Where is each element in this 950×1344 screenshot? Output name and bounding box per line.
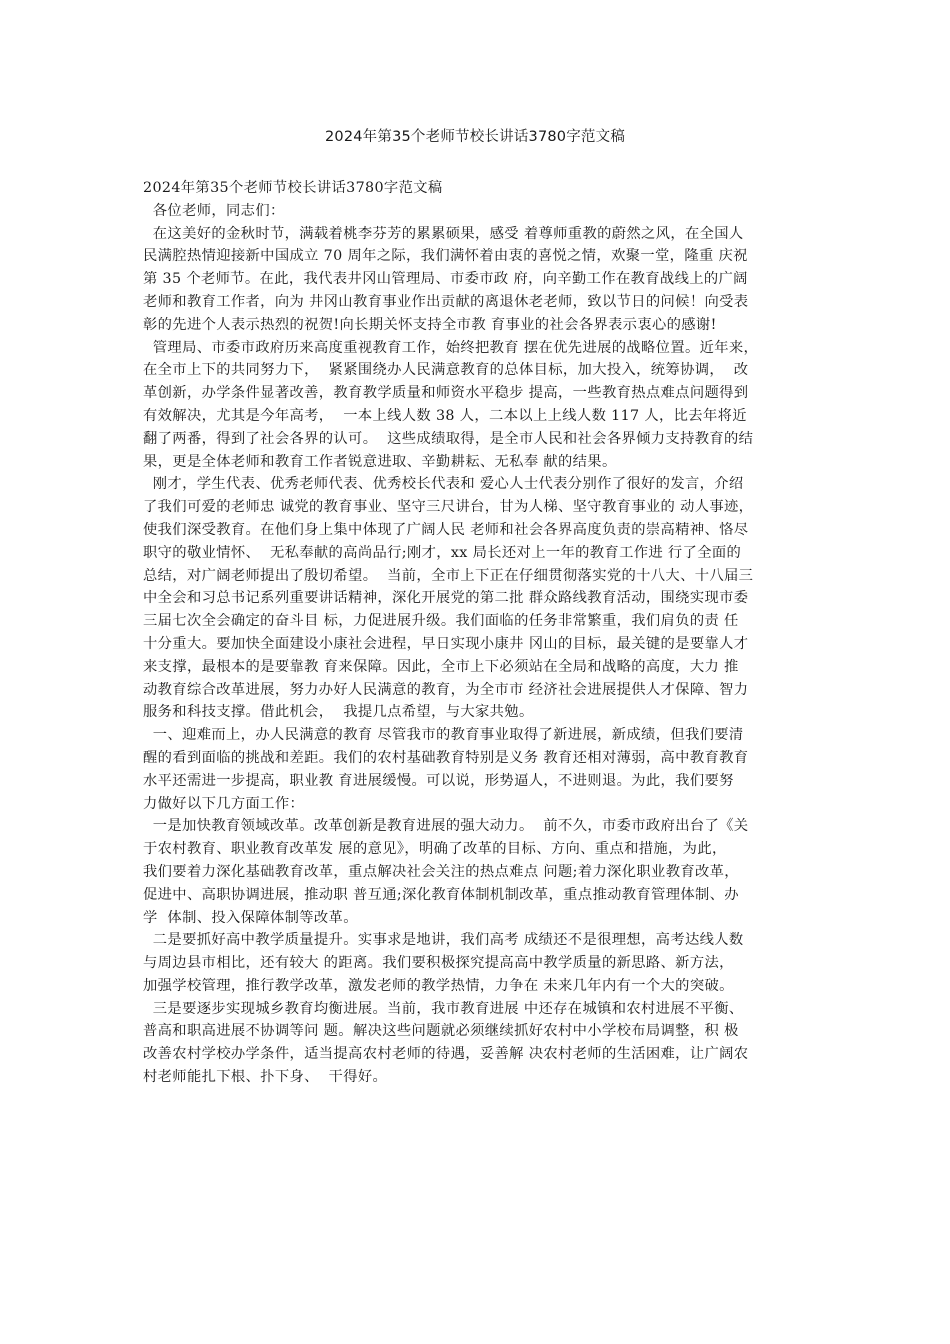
body-text-line: 翻了两番，得到了社会各界的认可。 这些成绩取得，是全市人民和社会各界倾力支持教育的结	[143, 430, 754, 447]
body-text-line: 老师和教育工作者，向为 井冈山教育事业作出贡献的离退休老老师，致以节日的问候！向受表	[143, 293, 749, 310]
body-text-line: 醒的看到面临的挑战和差距。我们的农村基础教育特别是义务 教育还相对薄弱，高中教育教育	[143, 749, 749, 766]
document-body	[143, 177, 823, 1089]
body-text-line: 来支撑，最根本的是要靠教 育来保障。因此，全市上下必须站在全局和战略的高度，大力 推	[143, 658, 739, 675]
body-text-line: 在全市上下的共同努力下， 紧紧围绕办人民满意教育的总体目标，加大投入，统筹协调， 改	[143, 362, 749, 379]
body-text-line: 各位老师，同志们：	[143, 202, 285, 219]
body-text-line: 彰的先进个人表示热烈的祝贺!向长期关怀支持全市教 育事业的社会各界表示衷心的感谢!	[143, 316, 717, 333]
body-text-line: 加强学校管理，推行教学改革，激发老师的教学热情，力争在 未来几年内有一个大的突破。	[143, 977, 734, 994]
body-text-line: 了我们可爱的老师忠 诚党的教育事业、坚守三尺讲台，甘为人梯、坚守教育事业的 动人事迹，	[143, 499, 754, 516]
body-text-line: 果，更是全体老师和教育工作者锐意进取、辛勤耕耘、无私奉 献的结果。	[143, 453, 617, 470]
body-text-line: 普高和职高进展不协调等问 题。解决这些问题就必须继续抓好农村中小学校布局调整，积 极	[143, 1023, 739, 1040]
body-text-line: 管理局、市委市政府历来高度重视教育工作，始终把教育 摆在优先进展的战略位置。近年来，	[143, 339, 759, 356]
body-text-line: 促进中、高职协调进展，推动职 普互通;深化教育体制机制改革，重点推动教育管理体制、办	[143, 886, 739, 903]
body-text-line: 职守的敬业情怀、 无私奉献的高尚品行;刚才，xx 局长还对上一年的教育工作进 行了全面的	[143, 544, 742, 561]
body-text-line: 十分重大。要加快全面建设小康社会进程，早日实现小康井 冈山的目标，最关键的是要靠人才	[143, 635, 749, 652]
page-title: 2024年第35个老师节校长讲话3780字范文稿	[324, 129, 626, 145]
body-text-line: 改善农村学校办学条件，适当提高农村老师的待遇，妥善解 决农村老师的生活困难，让广阔农	[143, 1046, 749, 1063]
body-text-line: 第 35 个老师节。在此，我代表井冈山管理局、市委市政 府，向辛勤工作在教育战线上的广阔	[143, 271, 748, 288]
body-text-line: 一是加快教育领域改革。改革创新是教育进展的强大动力。 前不久，市委市政府出台了《关	[143, 818, 749, 835]
body-text-line: 动教育综合改革进展，努力办好人民满意的教育，为全市市 经济社会进展提供人才保障、智力	[143, 681, 749, 698]
body-text-line: 二是要抓好高中教学质量提升。实事求是地讲，我们高考 成绩还不是很理想，高考达线人数	[143, 932, 744, 949]
body-text-line: 水平还需进一步提高，职业教 育进展缓慢。可以说，形势逼人，不进则退。为此，我们要努	[143, 772, 734, 789]
body-text-line: 中全会和习总书记系列重要讲话精神，深化开展党的第二批 群众路线教育活动，围绕实现市委	[143, 590, 749, 607]
body-text-line: 学 体制、投入保障体制等改革。	[143, 909, 358, 926]
body-text-line: 总结，对广阔老师提出了殷切希望。 当前，全市上下正在仔细贯彻落实党的十八大、十八届三	[143, 567, 754, 584]
body-text-line: 刚才，学生代表、优秀老师代表、优秀校长代表和 爱心人士代表分别作了很好的发言，介绍	[143, 476, 744, 493]
body-text-line: 一、迎难而上，办人民满意的教育 尽管我市的教育事业取得了新进展，新成绩，但我们要清	[143, 727, 744, 744]
body-text-line: 力做好以下几方面工作：	[143, 795, 305, 812]
body-text-line: 三届七次全会确定的奋斗目 标，力促进展升级。我们面临的任务非常繁重，我们肩负的责 任	[143, 613, 739, 630]
body-text-line: 我们要着力深化基础教育改革，重点解决社会关注的热点难点 问题;着力深化职业教育改革，	[143, 863, 739, 880]
body-text-line: 革创新，办学条件显著改善，教育教学质量和师资水平稳步 提高，一些教育热点难点问题得到	[143, 385, 749, 402]
body-text-line: 三是要逐步实现城乡教育均衡进展。当前，我市教育进展 中还存在城镇和农村进展不平衡、	[143, 1000, 744, 1017]
body-text-line: 使我们深受教育。在他们身上集中体现了广阔人民 老师和社会各界高度负责的崇高精神、恪尽	[143, 521, 749, 538]
body-text-line: 村老师能扎下根、扑下身、 干得好。	[143, 1069, 388, 1086]
document-heading-line: 2024年第35个老师节校长讲话3780字范文稿	[143, 180, 443, 196]
body-text-line: 服务和科技支撑。借此机会， 我提几点希望，与大家共勉。	[143, 704, 534, 721]
body-text-line: 民满腔热情迎接新中国成立 70 周年之际，我们满怀着由衷的喜悦之情，欢聚一堂，隆重 庆祝	[143, 248, 748, 265]
body-text-line: 有效解决，尤其是今年高考， 一本上线人数 38 人，二本以上上线人数 117 人，比去年将近	[143, 407, 747, 424]
body-text-line: 在这美好的金秋时节，满载着桃李芬芳的累累硕果，感受 着尊师重教的蔚然之风，在全国人	[143, 225, 744, 242]
body-text-line: 于农村教育、职业教育改革发 展的意见》，明确了改革的目标、方向、重点和措施，为此，	[143, 841, 727, 858]
body-text-line: 与周边县市相比，还有较大 的距离。我们要积极探究提高高中教学质量的新思路、新方法，	[143, 955, 734, 972]
